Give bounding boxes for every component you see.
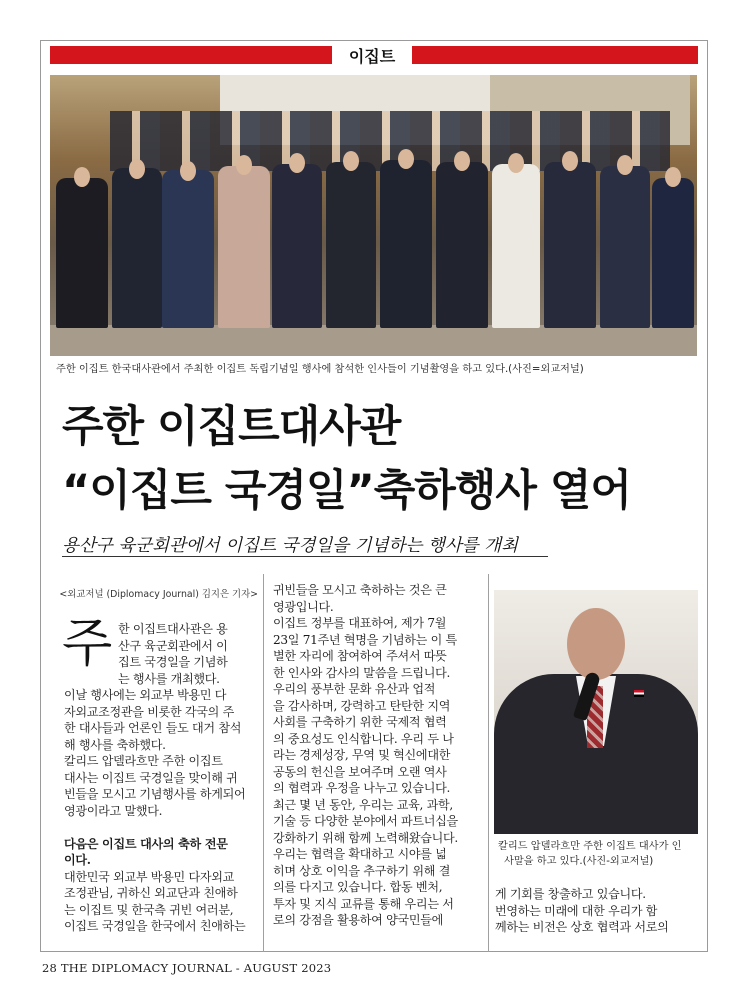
text-line: 라는 경제성장, 무역 및 혁신에대한 <box>273 748 451 762</box>
photo-face <box>567 608 625 680</box>
text-line: 귀빈들을 모시고 축하하는 것은 큰 <box>273 583 447 597</box>
section-bar-right <box>412 46 698 64</box>
article-column-2 <box>273 582 481 929</box>
caption-line: 사말을 하고 있다.(사진-외교저널) <box>504 855 654 867</box>
text-line: 의 중요성도 인식합니다. 우리 두 나 <box>273 731 454 746</box>
photo-person <box>272 164 322 328</box>
photo-head <box>289 153 305 173</box>
photo-floor <box>50 325 697 356</box>
headline-line-2: “이집트 국경일”축하행사 열어 <box>62 466 631 516</box>
text-line: 한 이집트대사관은 용 <box>118 622 228 636</box>
column-divider <box>263 574 264 952</box>
photo-person <box>436 162 488 328</box>
photo-person <box>652 178 694 328</box>
text-line: 집트 국경일을 기념하 <box>118 655 228 669</box>
photo-person <box>112 168 162 328</box>
text-line: 께하는 비전은 상호 협력과 서로의 <box>495 920 669 934</box>
text-line: 대사는 이집트 국경일을 맞이해 귀 <box>64 770 238 785</box>
text-line: 의를 다지고 있습니다. 합동 벤처, <box>273 880 443 894</box>
text-line: 사회를 구축하기 위한 국제적 협력 <box>273 715 447 729</box>
photo-person <box>162 170 214 328</box>
drop-cap: 주 <box>62 614 113 674</box>
photo-head <box>180 161 196 181</box>
photo-head <box>343 151 359 171</box>
photo-head <box>129 159 145 179</box>
photo-person <box>380 160 432 328</box>
text-line: 는 행사를 개최했다. <box>118 671 220 686</box>
text-line: 공동의 헌신을 보여주며 오랜 역사 <box>273 764 447 779</box>
photo-caption: 주한 이집트 한국대사관에서 주최한 이집트 독립기념일 행사에 참석한 인사들이 기념촬영을 하고 있다.(사진=외교저널) <box>56 364 584 375</box>
text-line: 히며 상호 이익을 추구하기 위해 결 <box>273 863 451 878</box>
text-line: 이집트 국경일을 한국에서 친애하는 <box>64 919 246 933</box>
text-line: 기술 등 다양한 분야에서 파트너십을 <box>273 814 458 828</box>
text-line: 번영하는 미래에 대한 우리가 함 <box>495 903 658 918</box>
main-group-photo <box>50 75 697 356</box>
text-line: 빈들을 모시고 기념행사를 하게되어 <box>64 787 246 801</box>
photo-person <box>600 166 650 328</box>
text-line: 다음은 이집트 대사의 축하 전문 <box>64 836 228 851</box>
text-line: 로의 강점을 활용하여 양국민들에 <box>273 913 443 927</box>
page-footer: 28 THE DIPLOMACY JOURNAL - AUGUST 2023 <box>42 961 332 975</box>
text-line: 의 협력과 우정을 나누고 있습니다. <box>273 781 451 795</box>
text-line: 영광이라고 말했다. <box>64 803 163 818</box>
photo-person <box>492 164 540 328</box>
photo-head <box>454 151 470 171</box>
subtitle-underline <box>62 556 548 557</box>
text-line: 우리는 협력을 확대하고 시야를 넓 <box>273 847 447 861</box>
text-line: 한 인사와 감사의 말씀을 드립니다. <box>273 665 451 680</box>
photo-person <box>544 162 596 328</box>
text-line: 을 감사하며, 강력하고 탄탄한 지역 <box>273 698 451 713</box>
photo-head <box>508 153 524 173</box>
text-line: 대한민국 외교부 박용민 다자외교 <box>64 869 234 884</box>
subtitle: 용산구 육군회관에서 이집트 국경일을 기념하는 행사를 개최 <box>62 536 518 556</box>
text-line: 투자 및 지식 교류를 통해 우리는 서 <box>273 896 454 911</box>
text-line: 해 행사를 축하했다. <box>64 737 166 752</box>
headline-line-1: 주한 이집트대사관 <box>62 402 401 452</box>
text-line: 자외교조정관을 비롯한 각국의 주 <box>64 704 234 719</box>
article-column-3 <box>495 886 695 936</box>
text-line: 별한 자리에 참여하여 주셔서 따뜻 <box>273 649 447 663</box>
text-line: 우리의 풍부한 문화 유산과 업적 <box>273 682 436 696</box>
photo-head <box>74 167 90 187</box>
section-bar-left <box>50 46 332 64</box>
photo-person <box>218 166 270 328</box>
text-line: 이날 행사에는 외교부 박용민 다 <box>64 688 227 702</box>
text-line: 게 기회를 창출하고 있습니다. <box>495 887 646 901</box>
text-line: 이다. <box>64 853 91 867</box>
article-column-1 <box>64 687 245 935</box>
photo-head <box>562 151 578 171</box>
text-line: 칼리드 압델라흐만 주한 이집트 <box>64 754 223 768</box>
portrait-caption <box>498 840 698 869</box>
text-line: 산구 육군회관에서 이 <box>118 638 228 653</box>
lead-paragraph <box>118 621 228 687</box>
text-line: 한 대사들과 언론인 들도 대거 참석 <box>64 721 242 735</box>
text-line: 조정관님, 귀하신 외교단과 친애하 <box>64 886 238 900</box>
column-divider <box>488 574 489 952</box>
text-line: 영광입니다. <box>273 599 334 614</box>
text-line: 는 이집트 및 한국측 귀빈 여러분, <box>64 902 234 917</box>
photo-head <box>617 155 633 175</box>
photo-person <box>326 162 376 328</box>
photo-head <box>398 149 414 169</box>
text-line: 이집트 정부를 대표하여, 제가 7월 <box>273 616 447 630</box>
ambassador-photo <box>494 590 698 834</box>
text-line <box>64 819 245 836</box>
section-label: 이집트 <box>348 47 396 66</box>
text-line: 최근 몇 년 동안, 우리는 교육, 과학, <box>273 797 453 812</box>
text-line: 강화하기 위해 함께 노력해왔습니다. <box>273 830 458 845</box>
egypt-flag-pin-icon <box>634 690 644 697</box>
photo-head <box>665 167 681 187</box>
caption-line: 칼리드 압델라흐만 주한 이집트 대사가 인 <box>498 841 682 852</box>
text-line: 23일 71주년 혁명을 기념하는 이 특 <box>273 632 457 647</box>
photo-person <box>56 178 108 328</box>
byline: <외교저널 (Diplomacy Journal) 김지은 기자> <box>59 589 258 600</box>
photo-head <box>236 155 252 175</box>
